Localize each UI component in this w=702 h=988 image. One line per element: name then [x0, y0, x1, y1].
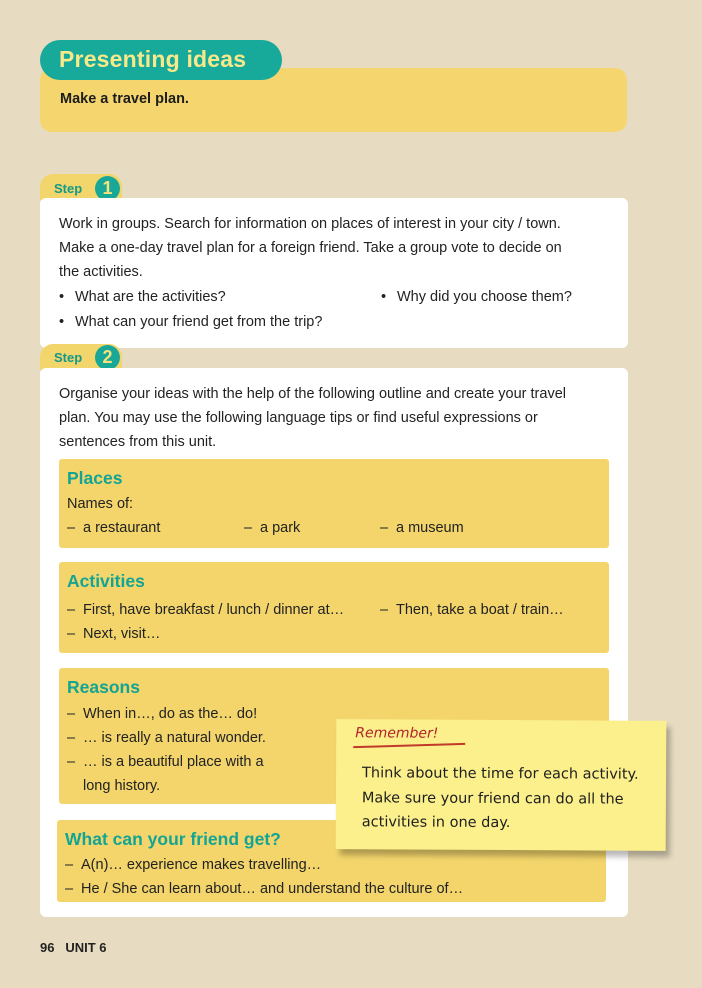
friend-get-item: – A(n)… experience makes travelling… — [65, 853, 321, 877]
page-title: Presenting ideas — [40, 40, 282, 80]
unit-label: UNIT 6 — [65, 940, 107, 955]
step-1-card — [40, 198, 628, 348]
step-1-line: Work in groups. Search for information on places of interest in your city / town. — [59, 216, 561, 232]
step-2-label: Step — [54, 350, 83, 365]
step-1-line: the activities. — [59, 264, 143, 280]
step-2-line: plan. You may use the following language tips or find useful expressions or — [59, 410, 538, 426]
step-2-line: Organise your ideas with the help of the following outline and create your travel — [59, 386, 566, 402]
step-1-paragraph — [59, 212, 562, 284]
reasons-item: – When in…, do as the… do! — [67, 702, 257, 726]
step-1-number: 1 — [95, 176, 120, 201]
remember-note — [336, 719, 667, 851]
note-line: activities in one day. — [361, 814, 511, 832]
activities-item: – First, have breakfast / lunch / dinner at… — [67, 598, 344, 622]
step-1-bullet: • What are the activities? — [59, 285, 226, 309]
page-number: 96 — [40, 940, 55, 955]
places-box — [59, 459, 609, 548]
places-item: – a museum — [380, 516, 464, 540]
step-1-bullet: • What can your friend get from the trip? — [59, 310, 322, 334]
reasons-title: Reasons — [67, 677, 140, 697]
note-label: Remember! — [355, 725, 439, 742]
activities-item: – Next, visit… — [67, 622, 160, 646]
note-underline — [353, 743, 465, 748]
activities-item: – Then, take a boat / train… — [380, 598, 564, 622]
note-line: Make sure your friend can do all the — [361, 789, 624, 808]
note-line: Think about the time for each activity. — [362, 765, 639, 783]
activities-title: Activities — [67, 571, 145, 591]
page-subtitle: Make a travel plan. — [60, 91, 189, 107]
step-2-number: 2 — [95, 345, 120, 370]
places-intro: Names of: — [67, 496, 134, 512]
step-1-label: Step — [54, 181, 83, 196]
places-item: – a park — [244, 516, 300, 540]
step-2-paragraph — [59, 382, 566, 454]
reasons-item: – … is really a natural wonder. — [67, 726, 266, 750]
activities-box — [59, 562, 609, 653]
step-1-bullet: • Why did you choose them? — [381, 285, 572, 309]
reasons-item: – … is a beautiful place with a — [67, 750, 264, 774]
page-footer — [40, 940, 106, 955]
friend-get-item: – He / She can learn about… and understand the culture of… — [65, 877, 463, 901]
step-2-line: sentences from this unit. — [59, 434, 217, 450]
places-item: – a restaurant — [67, 516, 160, 540]
note-text — [362, 761, 639, 836]
step-1-line: Make a one-day travel plan for a foreign friend. Take a group vote to decide on — [59, 240, 562, 256]
friend-get-title: What can your friend get? — [65, 829, 281, 849]
reasons-item-continued: long history. — [83, 778, 161, 794]
places-title: Places — [67, 468, 123, 488]
